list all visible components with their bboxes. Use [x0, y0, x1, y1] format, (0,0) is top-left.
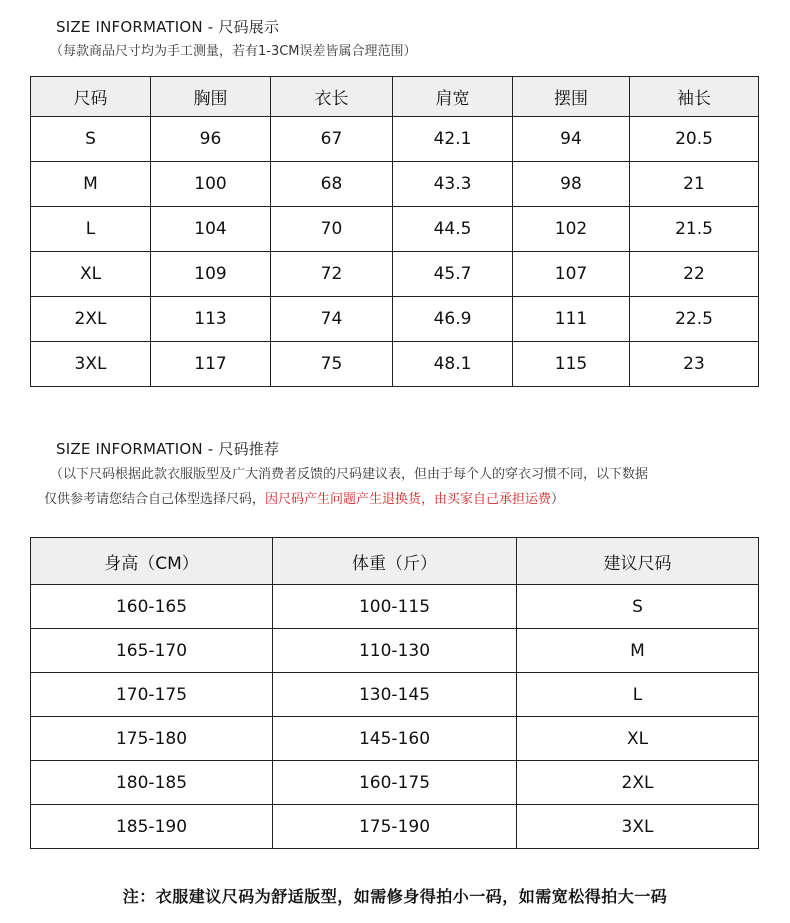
cell-height: 170-175 [31, 673, 273, 717]
cell-chest: 100 [151, 162, 271, 207]
cell-weight: 130-145 [273, 673, 517, 717]
table-row [31, 717, 759, 761]
header-hem: 摆围 [513, 77, 630, 117]
cell-chest: 109 [151, 252, 271, 297]
cell-chest: 113 [151, 297, 271, 342]
table-row [31, 629, 759, 673]
table-row [31, 297, 759, 342]
recommend-note-line1: （以下尺码根据此款衣服版型及广大消费者反馈的尺码建议表，但由于每个人的穿衣习惯不同，以下数据 [50, 467, 649, 482]
cell-sleeve: 22.5 [630, 297, 759, 342]
cell-hem: 115 [513, 342, 630, 387]
table-row [31, 585, 759, 629]
cell-shoulder: 45.7 [393, 252, 513, 297]
recommend-note-text: 仅供参考请您结合自己体型选择尺码， [44, 492, 266, 507]
header-suggested-size: 建议尺码 [517, 538, 759, 585]
cell-length: 74 [271, 297, 393, 342]
table-row [31, 207, 759, 252]
table-row [31, 673, 759, 717]
cell-weight: 160-175 [273, 761, 517, 805]
cell-sleeve: 21 [630, 162, 759, 207]
cell-size: S [31, 117, 151, 162]
cell-height: 175-180 [31, 717, 273, 761]
cell-sleeve: 22 [630, 252, 759, 297]
cell-weight: 145-160 [273, 717, 517, 761]
cell-size: 3XL [31, 342, 151, 387]
cell-chest: 96 [151, 117, 271, 162]
cell-suggested-size: 3XL [517, 805, 759, 849]
cell-suggested-size: S [517, 585, 759, 629]
cell-chest: 104 [151, 207, 271, 252]
cell-height: 185-190 [31, 805, 273, 849]
return-policy-warning: 因尺码产生问题产生退换货，由买家自己承担运费 [265, 492, 552, 507]
size-chart-table [30, 76, 759, 387]
cell-suggested-size: L [517, 673, 759, 717]
table-row [31, 805, 759, 849]
cell-hem: 102 [513, 207, 630, 252]
fit-advice-footer: 注：衣服建议尺码为舒适版型，如需修身得拍小一码，如需宽松得拍大一码 [122, 887, 668, 906]
cell-suggested-size: XL [517, 717, 759, 761]
header-weight: 体重（斤） [273, 538, 517, 585]
cell-size: M [31, 162, 151, 207]
header-sleeve: 袖长 [630, 77, 759, 117]
cell-shoulder: 48.1 [393, 342, 513, 387]
header-height: 身高（CM） [31, 538, 273, 585]
recommend-note-end: ） [551, 492, 565, 507]
cell-shoulder: 42.1 [393, 117, 513, 162]
recommend-note-line2 [44, 488, 564, 507]
cell-length: 70 [271, 207, 393, 252]
size-recommend-title: SIZE INFORMATION - 尺码推荐 [56, 440, 280, 458]
cell-weight: 175-190 [273, 805, 517, 849]
cell-weight: 110-130 [273, 629, 517, 673]
cell-suggested-size: M [517, 629, 759, 673]
header-shoulder: 肩宽 [393, 77, 513, 117]
cell-sleeve: 21.5 [630, 207, 759, 252]
cell-hem: 111 [513, 297, 630, 342]
table-row [31, 252, 759, 297]
table-row [31, 162, 759, 207]
cell-size: L [31, 207, 151, 252]
cell-height: 160-165 [31, 585, 273, 629]
cell-hem: 94 [513, 117, 630, 162]
cell-height: 165-170 [31, 629, 273, 673]
table-row [31, 117, 759, 162]
cell-length: 67 [271, 117, 393, 162]
size-recommendation-table [30, 537, 759, 849]
cell-height: 180-185 [31, 761, 273, 805]
table-row [31, 342, 759, 387]
recommend-header-row [31, 538, 759, 585]
cell-size: 2XL [31, 297, 151, 342]
cell-hem: 107 [513, 252, 630, 297]
header-chest: 胸围 [151, 77, 271, 117]
size-info-title: SIZE INFORMATION - 尺码展示 [56, 18, 280, 36]
header-length: 衣长 [271, 77, 393, 117]
cell-shoulder: 46.9 [393, 297, 513, 342]
cell-sleeve: 20.5 [630, 117, 759, 162]
header-size: 尺码 [31, 77, 151, 117]
cell-chest: 117 [151, 342, 271, 387]
cell-shoulder: 43.3 [393, 162, 513, 207]
cell-length: 72 [271, 252, 393, 297]
cell-length: 68 [271, 162, 393, 207]
cell-size: XL [31, 252, 151, 297]
measurement-note: （每款商品尺寸均为手工测量，若有1-3CM误差皆属合理范围） [50, 44, 417, 59]
cell-weight: 100-115 [273, 585, 517, 629]
cell-hem: 98 [513, 162, 630, 207]
cell-sleeve: 23 [630, 342, 759, 387]
cell-suggested-size: 2XL [517, 761, 759, 805]
cell-length: 75 [271, 342, 393, 387]
size-chart-header-row [31, 77, 759, 117]
cell-shoulder: 44.5 [393, 207, 513, 252]
table-row [31, 761, 759, 805]
